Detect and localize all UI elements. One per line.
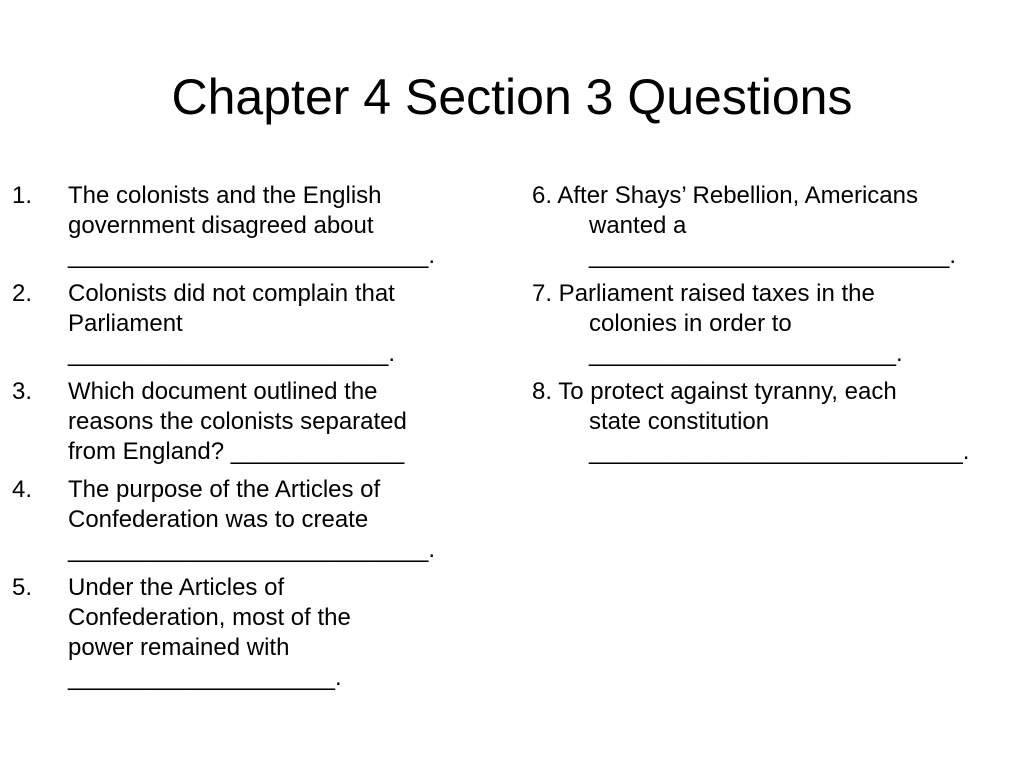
right-question-list (532, 181, 1012, 475)
question-text-line: reasons the colonists separated (68, 408, 407, 435)
question-2 (12, 279, 512, 369)
question-text-line: Which document outlined the (68, 378, 378, 405)
question-text-line: Under the Articles of (68, 574, 285, 601)
question-text-line: state constitution (589, 408, 770, 435)
question-7 (532, 279, 1012, 369)
answer-blank: ____________________. (68, 664, 342, 691)
question-3 (12, 377, 512, 467)
question-number: 3. (12, 378, 33, 405)
question-text-line: The colonists and the English (68, 182, 382, 209)
answer-blank: ___________________________. (68, 536, 436, 563)
question-8 (532, 377, 1012, 467)
question-text-line: 6. After Shays’ Rebellion, Americans (532, 182, 918, 209)
page-title: Chapter 4 Section 3 Questions (171, 69, 853, 125)
question-text-line: Confederation, most of the (68, 604, 351, 631)
answer-blank: ___________________________. (589, 242, 957, 269)
question-text-line: wanted a (589, 212, 687, 239)
question-text-line: power remained with (68, 634, 290, 661)
question-text-line: Confederation was to create (68, 506, 369, 533)
answer-blank: ___________________________. (68, 242, 436, 269)
question-text-line: 7. Parliament raised taxes in the (532, 280, 875, 307)
answer-blank: _______________________. (589, 340, 903, 367)
question-text-line: Parliament (68, 310, 183, 337)
question-text-line: The purpose of the Articles of (68, 476, 381, 503)
question-text-line: colonies in order to (589, 310, 792, 337)
left-question-list (12, 181, 512, 701)
question-number: 5. (12, 574, 33, 601)
question-text-line: 8. To protect against tyranny, each (532, 378, 897, 405)
question-6 (532, 181, 1012, 271)
answer-blank: ________________________. (68, 340, 396, 367)
question-4 (12, 475, 512, 565)
question-text-line: Colonists did not complain that (68, 280, 395, 307)
question-text-line: from England? _____________ (68, 438, 405, 465)
question-number: 1. (12, 182, 33, 209)
question-5 (12, 573, 512, 693)
answer-blank: ____________________________. (589, 438, 970, 465)
question-1 (12, 181, 512, 271)
question-number: 2. (12, 280, 33, 307)
question-number: 4. (12, 476, 33, 503)
question-text-line: government disagreed about (68, 212, 374, 239)
